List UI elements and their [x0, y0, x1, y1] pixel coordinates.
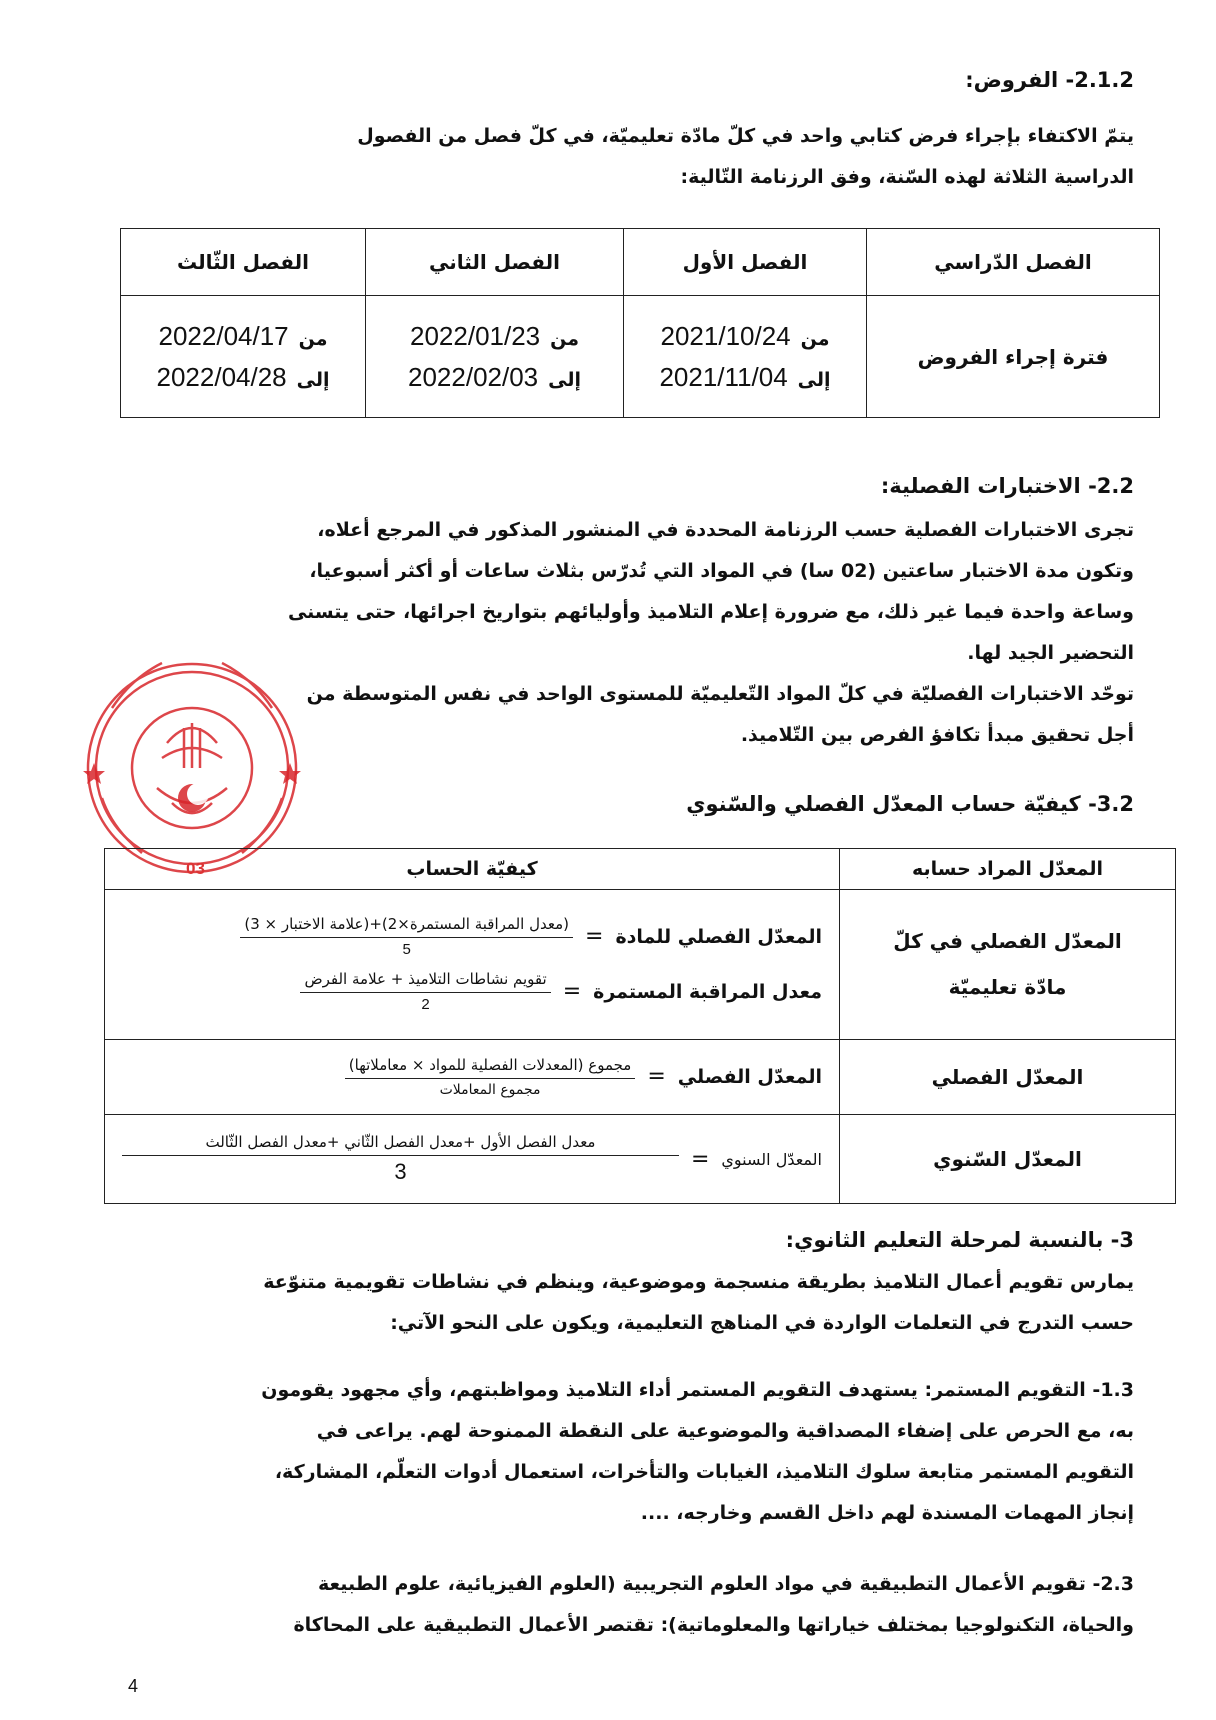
- paragraph-line: التحضير الجيد لها.: [967, 642, 1134, 664]
- header-cell: الفصل الأول: [624, 229, 867, 296]
- paragraph-text: تقتصر الأعمال التطبيقية على المحاكاة: [293, 1614, 654, 1636]
- date-from: 2022/01/23: [410, 320, 541, 351]
- date-from: 2022/04/17: [158, 320, 289, 351]
- paragraph-text: يستهدف التقويم المستمر أداء التلاميذ ومواظبتهم، وأي مجهود يقومون: [261, 1379, 918, 1401]
- paragraph-line: تجرى الاختبارات الفصلية حسب الرزنامة المحددة في المنشور المذكور في المرجع أعلاه،: [317, 519, 1134, 541]
- fraction-denominator: مجموع المعاملات: [439, 1081, 541, 1098]
- period-cell: [121, 296, 366, 418]
- section-212-heading: 2.1.2- الفروض:: [965, 68, 1134, 92]
- paragraph-line: به، مع الحرص على إضفاء المصداقية والموضوعية على النقطة الممنوحة لهم. يراعى في: [316, 1420, 1134, 1442]
- fraction: [345, 1056, 636, 1098]
- row-label: فترة إجراء الفروض: [867, 296, 1160, 418]
- to-label: إلى: [296, 368, 330, 391]
- fraction: [122, 1133, 679, 1185]
- paragraph-line: [130, 1605, 1134, 1646]
- section-23-heading: 2.3- تقويم الأعمال التطبيقية في مواد العلوم التجريبية (العلوم الفيزيائية، علوم الطبيعة: [317, 1573, 1134, 1595]
- row-label: المعدّل الفصلي: [840, 1039, 1176, 1115]
- header-cell: الفصل الثاني: [366, 229, 624, 296]
- paragraph-line: حسب التدرج في التعلمات الواردة في المناهج التعليمية، ويكون على النحو الآتي:: [390, 1312, 1134, 1334]
- fraction: [300, 970, 550, 1013]
- fraction-denominator: 3: [394, 1159, 407, 1185]
- period-cell: [366, 296, 624, 418]
- stamp-number: 03: [186, 859, 205, 878]
- table-header-row: [121, 229, 1160, 296]
- paragraph-line: توحّد الاختبارات الفصليّة في كلّ المواد التّعليميّة للمستوى الواحد في نفس المتوسطة من: [306, 683, 1134, 705]
- header-cell: الفصل الدّراسي: [867, 229, 1160, 296]
- from-label: من: [550, 327, 580, 350]
- header-cell: كيفيّة الحساب: [105, 849, 840, 890]
- paragraph-line: [130, 1370, 1134, 1411]
- paragraph-line: وتكون مدة الاختبار ساعتين (02 سا) في المواد التي تُدرّس بثلاث ساعات أو أكثر أسبوعيا،: [309, 560, 1134, 582]
- page-number: 4: [128, 1676, 139, 1696]
- to-label: إلى: [797, 368, 831, 391]
- formula: [106, 964, 838, 1019]
- fraction: [240, 915, 573, 958]
- formula: [106, 1050, 838, 1104]
- section-3-text: [130, 1262, 1134, 1344]
- paragraph-line: أجل تحقيق مبدأ تكافؤ الفرص بين التّلاميذ.: [740, 724, 1134, 746]
- section-3-heading: 3- بالنسبة لمرحلة التعليم الثانوي:: [785, 1228, 1134, 1252]
- from-label: من: [298, 327, 328, 350]
- average-calculation-table: [104, 848, 1176, 1204]
- table-header-row: [105, 849, 1176, 890]
- equals-sign: =: [562, 979, 582, 1005]
- formula: [106, 909, 838, 964]
- formula-label: معدل المراقبة المستمرة: [593, 980, 822, 1003]
- section-23-text: [130, 1564, 1134, 1646]
- formula-cell: [105, 1039, 840, 1115]
- formula-cell: [105, 890, 840, 1040]
- period-cell: [624, 296, 867, 418]
- section-212-line: يتمّ الاكتفاء بإجراء فرض كتابي واحد في كلّ مادّة تعليميّة، في كلّ فصل من الفصول: [357, 125, 1134, 147]
- fraction-denominator: 2: [421, 996, 430, 1014]
- header-cell: الفصل الثّالث: [121, 229, 366, 296]
- table-row: [105, 1115, 1176, 1204]
- row-label: المعدّل السّنوي: [840, 1115, 1176, 1204]
- paragraph-line: وساعة واحدة فيما غير ذلك، مع ضرورة إعلام التلاميذ وأوليائهم بتواريخ اجرائها، حتى يتسنى: [287, 601, 1134, 623]
- exam-schedule-table: [120, 228, 1160, 418]
- formula-label: المعدّل الفصلي: [677, 1065, 822, 1088]
- section-22-heading: 2.2- الاختبارات الفصلية:: [880, 474, 1134, 498]
- equals-sign: =: [690, 1146, 710, 1172]
- date-to: 2021/11/04: [659, 361, 788, 392]
- equals-sign: =: [585, 924, 604, 950]
- formula-label: المعدّل الفصلي للمادة: [615, 925, 822, 948]
- formula: [106, 1127, 838, 1191]
- fraction-numerator: معدل الفصل الأول +معدل الفصل الثّاني +معدل الفصل الثّالث: [122, 1133, 679, 1156]
- date-to: 2022/04/28: [156, 361, 287, 392]
- header-cell: المعدّل المراد حسابه: [840, 849, 1176, 890]
- paragraph-line: التقويم المستمر متابعة سلوك التلاميذ، الغيابات والتأخرات، استعمال أدوات التعلّم، المشاركة،: [274, 1461, 1134, 1483]
- formula-cell: [105, 1115, 840, 1204]
- table-row: [121, 296, 1160, 418]
- section-23-heading-cont: والحياة، التكنولوجيا بمختلف خياراتها والمعلوماتية):: [660, 1614, 1134, 1636]
- formula-label: المعدّل السنوي: [721, 1149, 822, 1169]
- paragraph-line: إنجاز المهمات المسندة لهم داخل القسم وخارجه، ....: [640, 1502, 1134, 1524]
- row-label: المعدّل الفصلي في كلّ مادّة تعليميّة: [840, 890, 1176, 1040]
- from-label: من: [800, 327, 830, 350]
- equals-sign: =: [647, 1064, 666, 1090]
- date-from: 2021/10/24: [660, 320, 791, 351]
- paragraph-line: يمارس تقويم أعمال التلاميذ بطريقة منسجمة وموضوعية، وينظم في نشاطات تقويمية متنوّعة: [263, 1271, 1134, 1293]
- section-13-text: [130, 1370, 1134, 1534]
- table-row: [105, 1039, 1176, 1115]
- section-32-heading: 3.2- كيفيّة حساب المعدّل الفصلي والسّنوي: [686, 792, 1134, 816]
- fraction-denominator: 5: [402, 941, 411, 959]
- fraction-numerator: مجموع (المعدلات الفصلية للمواد × معاملاتها): [345, 1056, 636, 1079]
- fraction-numerator: تقويم نشاطات التلاميذ + علامة الفرض: [300, 970, 550, 993]
- section-13-heading: 1.3- التقويم المستمر:: [924, 1379, 1134, 1401]
- table-row: [105, 890, 1176, 1040]
- to-label: إلى: [548, 368, 582, 391]
- fraction-numerator: (معدل المراقبة المستمرة×2)+(علامة الاختبار × 3): [240, 915, 573, 938]
- date-to: 2022/02/03: [408, 361, 539, 392]
- section-212-text: [130, 116, 1134, 198]
- section-212-line: الدراسية الثلاثة لهذه السّنة، وفق الرزنامة التّالية:: [680, 166, 1134, 188]
